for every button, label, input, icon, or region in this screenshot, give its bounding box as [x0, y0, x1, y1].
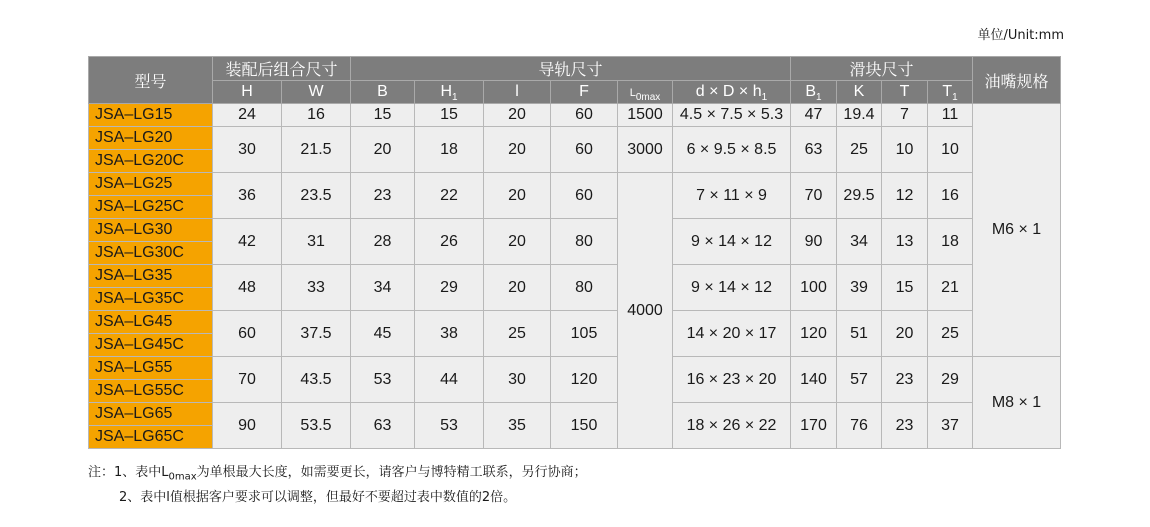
cell-K: 34 — [837, 219, 882, 265]
header-T1-main: T — [942, 83, 953, 100]
cell-B1: 170 — [791, 403, 837, 449]
cell-B1: 90 — [791, 219, 837, 265]
cell-l: 20 — [484, 173, 551, 219]
header-H1 — [415, 81, 484, 104]
cell-K: 39 — [837, 265, 882, 311]
model-cell: JSA–LG30 — [89, 219, 213, 242]
header-L0-main: L — [629, 87, 636, 99]
table-row — [89, 127, 1061, 150]
header-group-block: 滑块尺寸 — [791, 57, 973, 81]
cell-K: 51 — [837, 311, 882, 357]
cell-B: 34 — [351, 265, 415, 311]
model-cell: JSA–LG25 — [89, 173, 213, 196]
cell-H1: 53 — [415, 403, 484, 449]
model-cell: JSA–LG15 — [89, 104, 213, 127]
cell-dDh: 18 × 26 × 22 — [673, 403, 791, 449]
cell-B1: 70 — [791, 173, 837, 219]
cell-l: 20 — [484, 127, 551, 173]
header-nozzle: 油嘴规格 — [973, 57, 1061, 104]
cell-B1: 63 — [791, 127, 837, 173]
cell-B: 45 — [351, 311, 415, 357]
cell-T: 12 — [882, 173, 928, 219]
header-T1-sub: 1 — [952, 92, 958, 104]
notes — [88, 460, 587, 510]
cell-H: 48 — [213, 265, 282, 311]
cell-nozzle-m6: M6 × 1 — [973, 104, 1061, 357]
cell-L0-merged: 4000 — [618, 173, 673, 449]
cell-nozzle-m8: M8 × 1 — [973, 357, 1061, 449]
cell-W: 53.5 — [282, 403, 351, 449]
header-L0 — [618, 81, 673, 104]
cell-F: 60 — [551, 104, 618, 127]
cell-K: 76 — [837, 403, 882, 449]
cell-K: 19.4 — [837, 104, 882, 127]
cell-H1: 15 — [415, 104, 484, 127]
model-cell: JSA–LG20C — [89, 150, 213, 173]
note-1-sub: 0max — [168, 471, 197, 483]
cell-K: 29.5 — [837, 173, 882, 219]
cell-H: 70 — [213, 357, 282, 403]
note-line-1 — [88, 460, 587, 485]
cell-W: 31 — [282, 219, 351, 265]
header-F: F — [551, 81, 618, 104]
cell-T: 13 — [882, 219, 928, 265]
model-cell: JSA–LG20 — [89, 127, 213, 150]
cell-W: 16 — [282, 104, 351, 127]
model-cell: JSA–LG65C — [89, 426, 213, 449]
cell-B: 23 — [351, 173, 415, 219]
cell-H1: 44 — [415, 357, 484, 403]
cell-H1: 26 — [415, 219, 484, 265]
cell-T: 23 — [882, 403, 928, 449]
cell-H: 42 — [213, 219, 282, 265]
cell-l: 25 — [484, 311, 551, 357]
model-cell: JSA–LG55C — [89, 380, 213, 403]
cell-dDh: 6 × 9.5 × 8.5 — [673, 127, 791, 173]
table-row — [89, 219, 1061, 242]
cell-F: 60 — [551, 127, 618, 173]
cell-B: 63 — [351, 403, 415, 449]
cell-T1: 18 — [928, 219, 973, 265]
header-T1 — [928, 81, 973, 104]
cell-T1: 25 — [928, 311, 973, 357]
header-B: B — [351, 81, 415, 104]
cell-B1: 120 — [791, 311, 837, 357]
cell-H: 30 — [213, 127, 282, 173]
unit-label: 单位/Unit:mm — [977, 28, 1064, 43]
model-cell: JSA–LG35 — [89, 265, 213, 288]
cell-T: 23 — [882, 357, 928, 403]
model-cell: JSA–LG30C — [89, 242, 213, 265]
cell-K: 25 — [837, 127, 882, 173]
model-cell: JSA–LG25C — [89, 196, 213, 219]
cell-W: 37.5 — [282, 311, 351, 357]
header-B1-main: B — [805, 83, 817, 100]
header-l: l — [484, 81, 551, 104]
header-H: H — [213, 81, 282, 104]
cell-K: 57 — [837, 357, 882, 403]
cell-B1: 140 — [791, 357, 837, 403]
note-line-2: 2、表中l值根据客户要求可以调整，但最好不要超过表中数值的2倍。 — [119, 490, 517, 505]
cell-dDh: 4.5 × 7.5 × 5.3 — [673, 104, 791, 127]
header-B1-sub: 1 — [816, 92, 822, 104]
header-group-rail: 导轨尺寸 — [351, 57, 791, 81]
model-cell: JSA–LG65 — [89, 403, 213, 426]
table-row — [89, 403, 1061, 426]
cell-l: 20 — [484, 219, 551, 265]
cell-W: 21.5 — [282, 127, 351, 173]
cell-F: 80 — [551, 265, 618, 311]
model-cell: JSA–LG55 — [89, 357, 213, 380]
header-W: W — [282, 81, 351, 104]
cell-B1: 100 — [791, 265, 837, 311]
cell-l: 20 — [484, 265, 551, 311]
header-H1-main: H — [440, 83, 452, 100]
cell-dDh: 9 × 14 × 12 — [673, 219, 791, 265]
header-K: K — [837, 81, 882, 104]
model-cell: JSA–LG35C — [89, 288, 213, 311]
cell-H: 24 — [213, 104, 282, 127]
cell-W: 23.5 — [282, 173, 351, 219]
cell-L0: 1500 — [618, 104, 673, 127]
cell-l: 35 — [484, 403, 551, 449]
cell-dDh: 16 × 23 × 20 — [673, 357, 791, 403]
model-cell: JSA–LG45 — [89, 311, 213, 334]
note-1-end: 为单根最大长度，如需要更长，请客户与博特精工联系，另行协商； — [196, 465, 587, 480]
header-dDh-sub: 1 — [761, 92, 768, 104]
cell-l: 20 — [484, 104, 551, 127]
header-group-assembly: 装配后组合尺寸 — [213, 57, 351, 81]
cell-T1: 11 — [928, 104, 973, 127]
cell-B: 20 — [351, 127, 415, 173]
cell-H1: 22 — [415, 173, 484, 219]
cell-B1: 47 — [791, 104, 837, 127]
cell-F: 150 — [551, 403, 618, 449]
cell-F: 60 — [551, 173, 618, 219]
note-1-start: 注：1、表中L — [88, 465, 169, 480]
table-row — [89, 265, 1061, 288]
cell-T: 10 — [882, 127, 928, 173]
cell-F: 105 — [551, 311, 618, 357]
header-dDh — [673, 81, 791, 104]
cell-H: 90 — [213, 403, 282, 449]
cell-W: 43.5 — [282, 357, 351, 403]
header-dDh-main: d × D × h — [695, 83, 762, 100]
table-row — [89, 173, 1061, 196]
cell-T: 7 — [882, 104, 928, 127]
cell-L0: 3000 — [618, 127, 673, 173]
cell-T1: 16 — [928, 173, 973, 219]
cell-B: 28 — [351, 219, 415, 265]
cell-H: 36 — [213, 173, 282, 219]
cell-T1: 21 — [928, 265, 973, 311]
cell-T: 15 — [882, 265, 928, 311]
cell-dDh: 14 × 20 × 17 — [673, 311, 791, 357]
header-B1 — [791, 81, 837, 104]
cell-B: 53 — [351, 357, 415, 403]
cell-dDh: 7 × 11 × 9 — [673, 173, 791, 219]
table-row — [89, 357, 1061, 380]
model-cell: JSA–LG45C — [89, 334, 213, 357]
cell-l: 30 — [484, 357, 551, 403]
header-H1-sub: 1 — [452, 92, 458, 104]
table-row — [89, 311, 1061, 334]
table-row — [89, 104, 1061, 127]
cell-W: 33 — [282, 265, 351, 311]
cell-T: 20 — [882, 311, 928, 357]
header-L0-sub: 0max — [635, 92, 661, 104]
cell-dDh: 9 × 14 × 12 — [673, 265, 791, 311]
spec-table — [88, 56, 1061, 449]
cell-T1: 37 — [928, 403, 973, 449]
cell-B: 15 — [351, 104, 415, 127]
cell-H1: 18 — [415, 127, 484, 173]
cell-F: 120 — [551, 357, 618, 403]
cell-H1: 29 — [415, 265, 484, 311]
header-model: 型号 — [89, 57, 213, 104]
header-T: T — [882, 81, 928, 104]
cell-H1: 38 — [415, 311, 484, 357]
cell-T1: 29 — [928, 357, 973, 403]
cell-H: 60 — [213, 311, 282, 357]
cell-T1: 10 — [928, 127, 973, 173]
cell-F: 80 — [551, 219, 618, 265]
